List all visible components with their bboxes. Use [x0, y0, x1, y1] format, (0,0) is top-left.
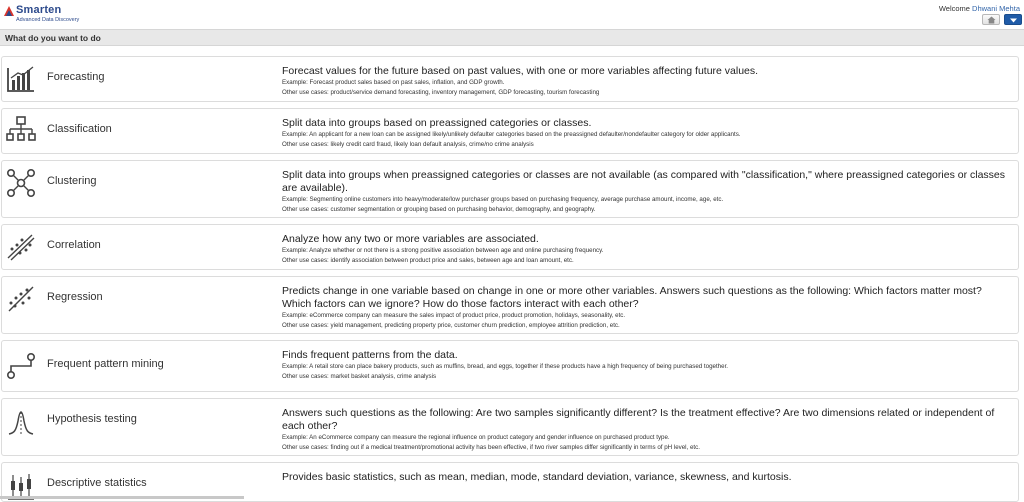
option-other-uses: Other use cases: product/service demand forecasting, inventory management, GDP forecasting, tourism forecasting	[282, 89, 600, 96]
section-title: What do you want to do	[5, 33, 101, 43]
option-card-frequent-pattern-mining[interactable]	[1, 340, 1019, 392]
option-card-hypothesis-testing[interactable]	[1, 398, 1019, 456]
option-card-correlation[interactable]	[1, 224, 1019, 270]
option-other-uses: Other use cases: customer segmentation or grouping based on purchasing behavior, demography, and geography.	[282, 206, 596, 213]
logo-name: Smarten	[16, 4, 62, 16]
section-header	[0, 29, 1024, 46]
cluster-nodes-icon	[6, 168, 36, 198]
option-example: Example: Forecast product sales based on past sales, inflation, and GDP growth.	[282, 79, 505, 86]
option-description: Finds frequent patterns from the data.	[282, 349, 458, 361]
option-title: Frequent pattern mining	[47, 358, 164, 370]
forecast-bar-chart-icon	[6, 64, 36, 94]
user-menu-button[interactable]	[1004, 14, 1022, 25]
option-description: Answers such questions as the following: Are two samples significantly different? Is the treatment effective? Are two dimensions related or independent of each other?	[282, 407, 995, 432]
option-description: Analyze how any two or more variables are associated.	[282, 233, 539, 245]
welcome-text	[939, 4, 1020, 13]
chevron-down-icon	[1009, 16, 1018, 24]
option-example: Example: A retail store can place bakery products, such as muffins, bread, and eggs, together if these products have a high frequency of being purchased together.	[282, 363, 729, 370]
home-icon	[987, 16, 996, 24]
regression-scatter-icon	[6, 284, 36, 314]
option-other-uses: Other use cases: finding out if a medical treatment/promotional activity has been effective, if two river samples differ significantly in terms of pH level, etc.	[282, 444, 700, 451]
option-card-classification[interactable]	[1, 108, 1019, 154]
option-title: Clustering	[47, 175, 97, 187]
option-example: Example: Analyze whether or not there is a strong positive association between age and online purchasing frequency.	[282, 247, 604, 254]
option-title: Descriptive statistics	[47, 477, 147, 489]
option-example: Example: eCommerce company can measure the sales impact of product price, product promotion, holidays, seasonality, etc.	[282, 312, 626, 319]
option-card-regression[interactable]	[1, 276, 1019, 334]
option-example: Example: An applicant for a new loan can be assigned likely/unlikely defaulter categories based on the preassigned defaulter/nondefaulter category for older applicants.	[282, 131, 741, 138]
option-title: Forecasting	[47, 71, 105, 83]
option-example: Example: An eCommerce company can measure the regional influence on product category and gender influence on purchased product type.	[282, 434, 670, 441]
option-card-forecasting[interactable]	[1, 56, 1019, 102]
top-bar	[0, 0, 1024, 28]
correlation-scatter-icon	[6, 232, 36, 262]
user-name[interactable]: Dhwani Mehta	[972, 4, 1020, 13]
option-other-uses: Other use cases: identify association between product price and sales, between age and loan amount, etc.	[282, 257, 574, 264]
option-title: Classification	[47, 123, 112, 135]
option-description: Predicts change in one variable based on change in one or more other variables. Answers such questions as the following: Which factors matter most? Which factors can we ignore? How do those factors interact with each other?	[282, 285, 982, 310]
option-title: Regression	[47, 291, 103, 303]
option-other-uses: Other use cases: yield management, predicting property price, customer churn prediction, employee attrition prediction, etc.	[282, 322, 620, 329]
option-description: Provides basic statistics, such as mean, median, mode, standard deviation, variance, skewness, and kurtosis.	[282, 471, 792, 483]
option-title: Hypothesis testing	[47, 413, 137, 425]
app-logo[interactable]	[3, 4, 93, 26]
option-example: Example: Segmenting online customers into heavy/moderate/low purchaser groups based on purchasing frequency, average purchase amount, income, age, etc.	[282, 196, 724, 203]
logo-tagline: Advanced Data Discovery	[16, 17, 80, 23]
pattern-path-icon	[6, 351, 36, 381]
hierarchy-tree-icon	[6, 116, 36, 146]
option-other-uses: Other use cases: market basket analysis, crime analysis	[282, 373, 437, 380]
option-description: Split data into groups when preassigned categories or classes are not available (as compared with "classification," where preassigned categories or classes are available).	[282, 169, 1006, 194]
welcome-prefix: Welcome	[938, 4, 970, 13]
option-description: Split data into groups based on preassigned categories or classes.	[282, 117, 592, 129]
home-button[interactable]	[982, 14, 1000, 25]
option-card-clustering[interactable]	[1, 160, 1019, 218]
option-title: Correlation	[47, 239, 101, 251]
bell-curve-icon	[6, 407, 36, 437]
logo-mark-icon	[3, 5, 15, 17]
option-other-uses: Other use cases: likely credit card fraud, likely loan default analysis, crime/no crime analysis	[282, 141, 534, 148]
option-description: Forecast values for the future based on past values, with one or more variables affecting future values.	[282, 65, 759, 77]
